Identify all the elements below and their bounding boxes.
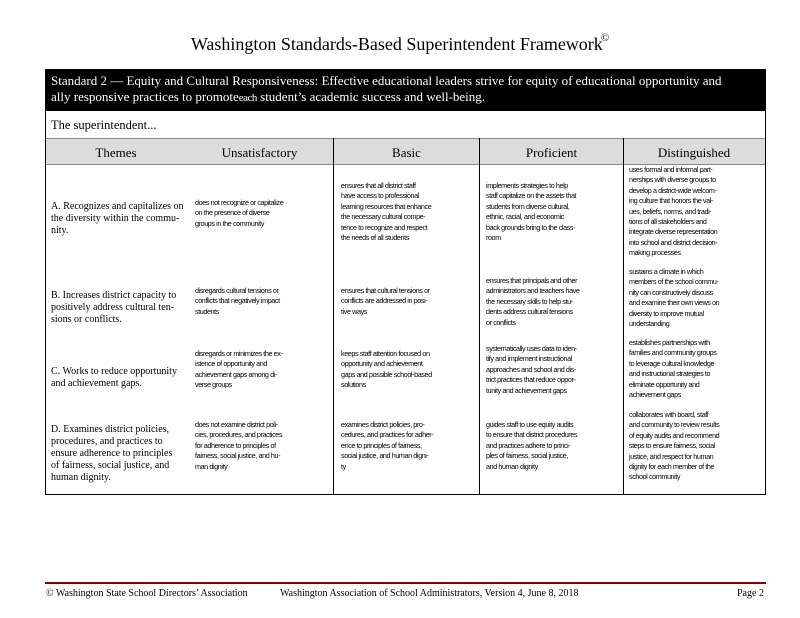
theme-line: A. Recognizes and capitalizes on bbox=[51, 201, 184, 212]
basic-line: learning resources that enhance bbox=[341, 201, 432, 211]
proficient-line: approaches and school and dis- bbox=[486, 364, 576, 374]
unsatisfactory-line: disregards cultural tensions or bbox=[195, 286, 279, 295]
proficient-line: ensures that principals and other bbox=[486, 276, 578, 285]
unsatisfactory-line: conflicts that negatively impact bbox=[195, 296, 280, 306]
column-divider bbox=[623, 138, 624, 495]
unsatisfactory-line: disregards or minimizes the ex- bbox=[195, 349, 283, 358]
distinguished-line: families and community groups bbox=[629, 348, 717, 358]
proficient-line: ethnic, racial, and economic bbox=[486, 212, 564, 222]
distinguished-line: and examine their own views on bbox=[629, 298, 720, 308]
proficient-line: implements strategies to help bbox=[486, 181, 568, 190]
column-header-distinguished: Distinguished bbox=[623, 138, 765, 165]
theme-line: nity. bbox=[51, 225, 69, 236]
theme-line: D. Examines district policies, bbox=[51, 424, 170, 435]
page-title bbox=[0, 34, 800, 55]
unsatisfactory-line: does not examine district poli- bbox=[195, 420, 278, 429]
column-divider bbox=[333, 138, 334, 495]
distinguished-line: to leverage cultural knowledge bbox=[629, 358, 715, 368]
basic-line: the needs of all students bbox=[341, 233, 409, 243]
distinguished-line: collaborates with board, staff bbox=[629, 410, 709, 419]
proficient-line: staff capitalize on the assets that bbox=[486, 191, 577, 201]
proficient-line: administrators and teachers have bbox=[486, 286, 580, 296]
proficient-line: students from diverse cultural, bbox=[486, 201, 570, 211]
basic-line: tence to recognize and respect bbox=[341, 222, 428, 232]
distinguished-line: achievement gaps bbox=[629, 390, 681, 400]
proficient-line: the necessary skills to help stu- bbox=[486, 296, 573, 306]
theme-line: the diversity within the commu- bbox=[51, 213, 180, 224]
distinguished-line: integrate diverse representation bbox=[629, 227, 718, 237]
footer-association: Washington Association of School Administrators, Version 4, June 8, 2018 bbox=[280, 588, 579, 599]
theme-cell bbox=[51, 201, 191, 237]
proficient-line: tunity and achievement gaps bbox=[486, 385, 567, 395]
distinguished-line: understanding bbox=[629, 319, 670, 329]
distinguished-line: sustains a climate in which bbox=[629, 267, 704, 276]
basic-line: conflicts are addressed in posi- bbox=[341, 296, 428, 306]
basic-line: ence to principles of fairness, bbox=[341, 440, 422, 450]
proficient-line: or conflicts bbox=[486, 317, 516, 327]
standard-line-2-start: ally responsive practices to promote bbox=[51, 89, 239, 104]
proficient-line: systematically uses data to iden- bbox=[486, 344, 577, 353]
unsatisfactory-line: on the presence of diverse bbox=[195, 208, 270, 218]
unsatisfactory-line: cies, procedures, and practices bbox=[195, 430, 283, 440]
distinguished-cell bbox=[629, 165, 764, 259]
theme-line: and achievement gaps. bbox=[51, 378, 142, 389]
intro-text: The superintendent... bbox=[51, 118, 157, 132]
column-divider bbox=[479, 138, 480, 495]
unsatisfactory-line: fairness, social justice, and hu- bbox=[195, 451, 281, 461]
theme-line: B. Increases district capacity to bbox=[51, 290, 177, 301]
distinguished-line: nity can constructively discuss bbox=[629, 287, 713, 297]
standard-line-2-end: student’s academic success and well-being. bbox=[256, 89, 486, 104]
proficient-line: and practices adhere to princi- bbox=[486, 440, 571, 450]
distinguished-cell bbox=[629, 410, 764, 483]
column-header-unsatisfactory: Unsatisfactory bbox=[186, 138, 333, 165]
basic-line: opportunity and achievement bbox=[341, 359, 423, 369]
distinguished-line: uses formal and informal part- bbox=[629, 165, 713, 174]
distinguished-line: eliminate opportunity and bbox=[629, 379, 700, 389]
basic-line: social justice, and human digni- bbox=[341, 451, 429, 461]
standard-line-2 bbox=[51, 89, 760, 106]
basic-cell bbox=[341, 420, 476, 472]
basic-line: tive ways bbox=[341, 306, 367, 316]
column-header-proficient: Proficient bbox=[480, 138, 623, 165]
distinguished-cell bbox=[629, 338, 764, 400]
theme-line: C. Works to reduce opportunity bbox=[51, 366, 177, 377]
proficient-line: guides staff to use equity audits bbox=[486, 420, 574, 429]
theme-line: ensure adherence to principles bbox=[51, 448, 173, 459]
distinguished-line: tions of all stakeholders and bbox=[629, 217, 707, 227]
distinguished-line: nerships with diverse groups to bbox=[629, 175, 716, 185]
footer-copyright: © Washington State School Directors’ Association bbox=[46, 588, 248, 599]
basic-cell bbox=[341, 181, 476, 243]
unsatisfactory-line: achievement gaps among di- bbox=[195, 369, 277, 379]
unsatisfactory-cell bbox=[195, 420, 330, 472]
unsatisfactory-line: man dignity bbox=[195, 461, 228, 471]
distinguished-line: ing culture that honors the val- bbox=[629, 196, 713, 206]
distinguished-line: making processes bbox=[629, 248, 681, 258]
distinguished-line: develop a district-wide welcom- bbox=[629, 185, 717, 195]
copyright-mark: © bbox=[600, 32, 610, 44]
proficient-cell bbox=[486, 420, 621, 472]
proficient-line: trict practices that reduce oppor- bbox=[486, 375, 576, 385]
title-text: Washington Standards-Based Superintendent Framework bbox=[190, 34, 603, 54]
basic-line: cedures, and practices for adher- bbox=[341, 430, 434, 440]
standard-line-2-overlap: each bbox=[238, 92, 257, 104]
theme-line: human dignity. bbox=[51, 472, 111, 483]
distinguished-line: of equity audits and recommend bbox=[629, 430, 720, 440]
theme-cell bbox=[51, 366, 191, 390]
proficient-line: dents address cultural tensions bbox=[486, 307, 573, 317]
theme-cell bbox=[51, 424, 191, 484]
basic-line: solutions bbox=[341, 380, 366, 390]
unsatisfactory-line: students bbox=[195, 306, 219, 316]
distinguished-line: and instructional strategies to bbox=[629, 369, 711, 379]
theme-line: procedures, and practices to bbox=[51, 436, 163, 447]
basic-line: gaps and possible school-based bbox=[341, 369, 432, 379]
distinguished-line: members of the school commu- bbox=[629, 277, 719, 287]
proficient-line: tify and implement instructional bbox=[486, 354, 572, 364]
basic-line: ensures that all district staff bbox=[341, 181, 416, 190]
footer-rule bbox=[45, 582, 766, 584]
distinguished-line: steps to ensure fairness, social bbox=[629, 441, 715, 451]
basic-line: examines district policies, pro- bbox=[341, 420, 425, 429]
basic-cell bbox=[341, 349, 476, 391]
proficient-cell bbox=[486, 276, 621, 328]
distinguished-line: dignity for each member of the bbox=[629, 462, 715, 472]
standard-line-1: Standard 2 — Equity and Cultural Responsiveness: Effective educational leaders strive for equity of educational opportunity and bbox=[51, 73, 722, 88]
proficient-line: to ensure that district procedures bbox=[486, 430, 578, 440]
theme-line: of fairness, social justice, and bbox=[51, 460, 170, 471]
proficient-line: back grounds bring to the class- bbox=[486, 222, 576, 232]
unsatisfactory-line: does not recognize or capitalize bbox=[195, 198, 284, 207]
theme-cell bbox=[51, 290, 191, 326]
distinguished-line: ues, beliefs, norms, and tradi- bbox=[629, 206, 712, 216]
basic-line: keeps staff attention focused on bbox=[341, 349, 430, 358]
footer-page-number: Page 2 bbox=[737, 588, 764, 599]
distinguished-line: school community bbox=[629, 472, 681, 482]
unsatisfactory-cell bbox=[195, 286, 330, 317]
proficient-line: room bbox=[486, 233, 501, 243]
unsatisfactory-cell bbox=[195, 349, 330, 391]
unsatisfactory-line: istence of opportunity and bbox=[195, 359, 267, 369]
theme-line: positively address cultural ten- bbox=[51, 302, 175, 313]
proficient-cell bbox=[486, 344, 621, 396]
standard-banner bbox=[45, 69, 766, 111]
unsatisfactory-line: for adherence to principles of bbox=[195, 440, 276, 450]
theme-line: sions or conflicts. bbox=[51, 314, 122, 325]
column-header-basic: Basic bbox=[333, 138, 480, 165]
distinguished-line: into school and district decision- bbox=[629, 237, 718, 247]
column-header-themes: Themes bbox=[46, 138, 186, 165]
unsatisfactory-line: verse groups bbox=[195, 380, 232, 390]
unsatisfactory-line: groups in the community bbox=[195, 218, 265, 228]
basic-line: the necessary cultural compe- bbox=[341, 212, 426, 222]
proficient-line: ples of fairness, social justice, bbox=[486, 451, 568, 461]
distinguished-line: justice, and respect for human bbox=[629, 451, 714, 461]
proficient-line: and human dignity bbox=[486, 461, 538, 471]
distinguished-line: diversity to improve mutual bbox=[629, 308, 704, 318]
basic-line: ensures that cultural tensions or bbox=[341, 286, 430, 295]
distinguished-line: establishes partnerships with bbox=[629, 338, 710, 347]
basic-line: have access to professional bbox=[341, 191, 419, 201]
unsatisfactory-cell bbox=[195, 198, 330, 229]
distinguished-line: and community to review results bbox=[629, 420, 720, 430]
proficient-cell bbox=[486, 181, 621, 243]
basic-line: ty bbox=[341, 461, 346, 471]
basic-cell bbox=[341, 286, 476, 317]
distinguished-cell bbox=[629, 267, 764, 329]
